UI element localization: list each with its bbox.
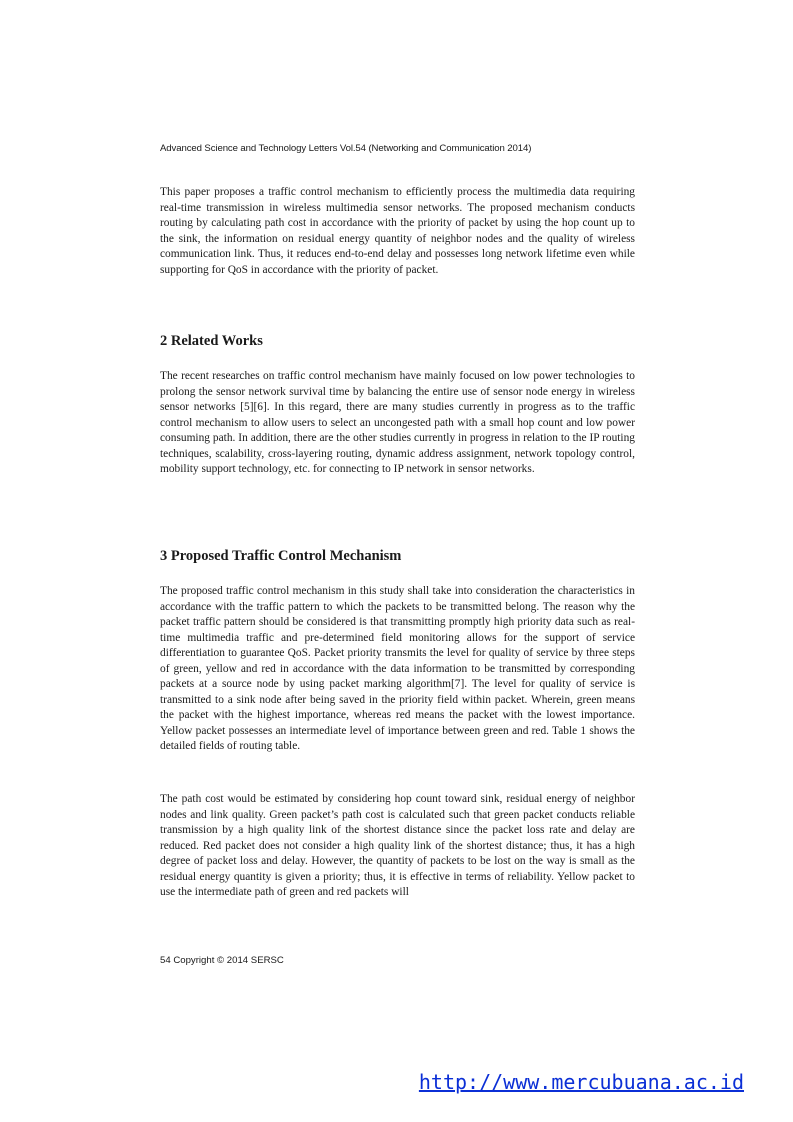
intro-paragraph: This paper proposes a traffic control mechanism to efficiently process the multimedia data requiring real-time transmission in wireless multimedia sensor networks. The proposed mechanism conducts routing by calculating path cost in accordance with the priority of packet by using the hop count up to the sink, the information on residual energy quantity of neighbor nodes and the quality of wireless communication link. Thus, it reduces end-to-end delay and possesses long network lifetime even while supporting for QoS in accordance with the priority of packet. <box>160 186 635 276</box>
watermark-url-link[interactable]: http://www.mercubuana.ac.id <box>418 1070 744 1094</box>
proposed-mechanism-paragraph-1: The proposed traffic control mechanism in this study shall take into consideration the characteristics in accordance with the traffic pattern to which the packets to be transmitted belong. The reason why the packet traffic pattern should be considered is that transmitting promptly high priority data such as real-time multimedia traffic and pre-determined field monitoring allows for the support of service differentiation to guarantee QoS. Packet priority transmits the level for quality of service by three steps of green, yellow and red in accordance with the data information to be transmitted by corresponding packets at a source node by using packet marking algorithm[7]. The level for quality of service is transmitted to a sink node after being saved in the priority field within packet. Wherein, green means the packet with the highest importance, whereas red means the packet with the lowest importance. Yellow packet possesses an intermediate level of importance between green and red. Table 1 shows the detailed fields of routing table. <box>160 585 635 752</box>
page-footer-copyright: 54 Copyright © 2014 SERSC <box>160 955 284 966</box>
running-head: Advanced Science and Technology Letters Vol.54 (Networking and Communication 2014) <box>160 143 532 154</box>
section-heading-proposed-mechanism: 3 Proposed Traffic Control Mechanism <box>160 548 402 564</box>
section-heading-related-works: 2 Related Works <box>160 333 263 349</box>
proposed-mechanism-paragraph-2: The path cost would be estimated by considering hop count toward sink, residual energy of neighbor nodes and link quality. Green packet’s path cost is calculated such that green packet conducts reliable transmission by a high quality link of the shortest distance since the packet loss rate and delay are reduced. Red packet does not consider a high quality link of the shortest distance; thus, it has a high degree of packet loss and delay. However, the quantity of packets to be lost on the way is small as the residual energy quantity is given a priority; thus, it is effective in terms of reliability. Yellow packet to use the intermediate path of green and red packets will <box>160 793 635 898</box>
related-works-paragraph: The recent researches on traffic control mechanism have mainly focused on low power technologies to prolong the sensor network survival time by balancing the entire use of sensor node energy in wireless sensor networks [5][6]. In this regard, there are many studies currently in progress as to the traffic control mechanism to allow users to select an uncongested path with a small hop count and low power consuming path. In addition, there are the other studies currently in progress in relation to the IP routing techniques, scalability, cross-layering routing, dynamic address assignment, network topology control, mobility support technology, etc. for connecting to IP network in sensor networks. <box>160 370 635 475</box>
